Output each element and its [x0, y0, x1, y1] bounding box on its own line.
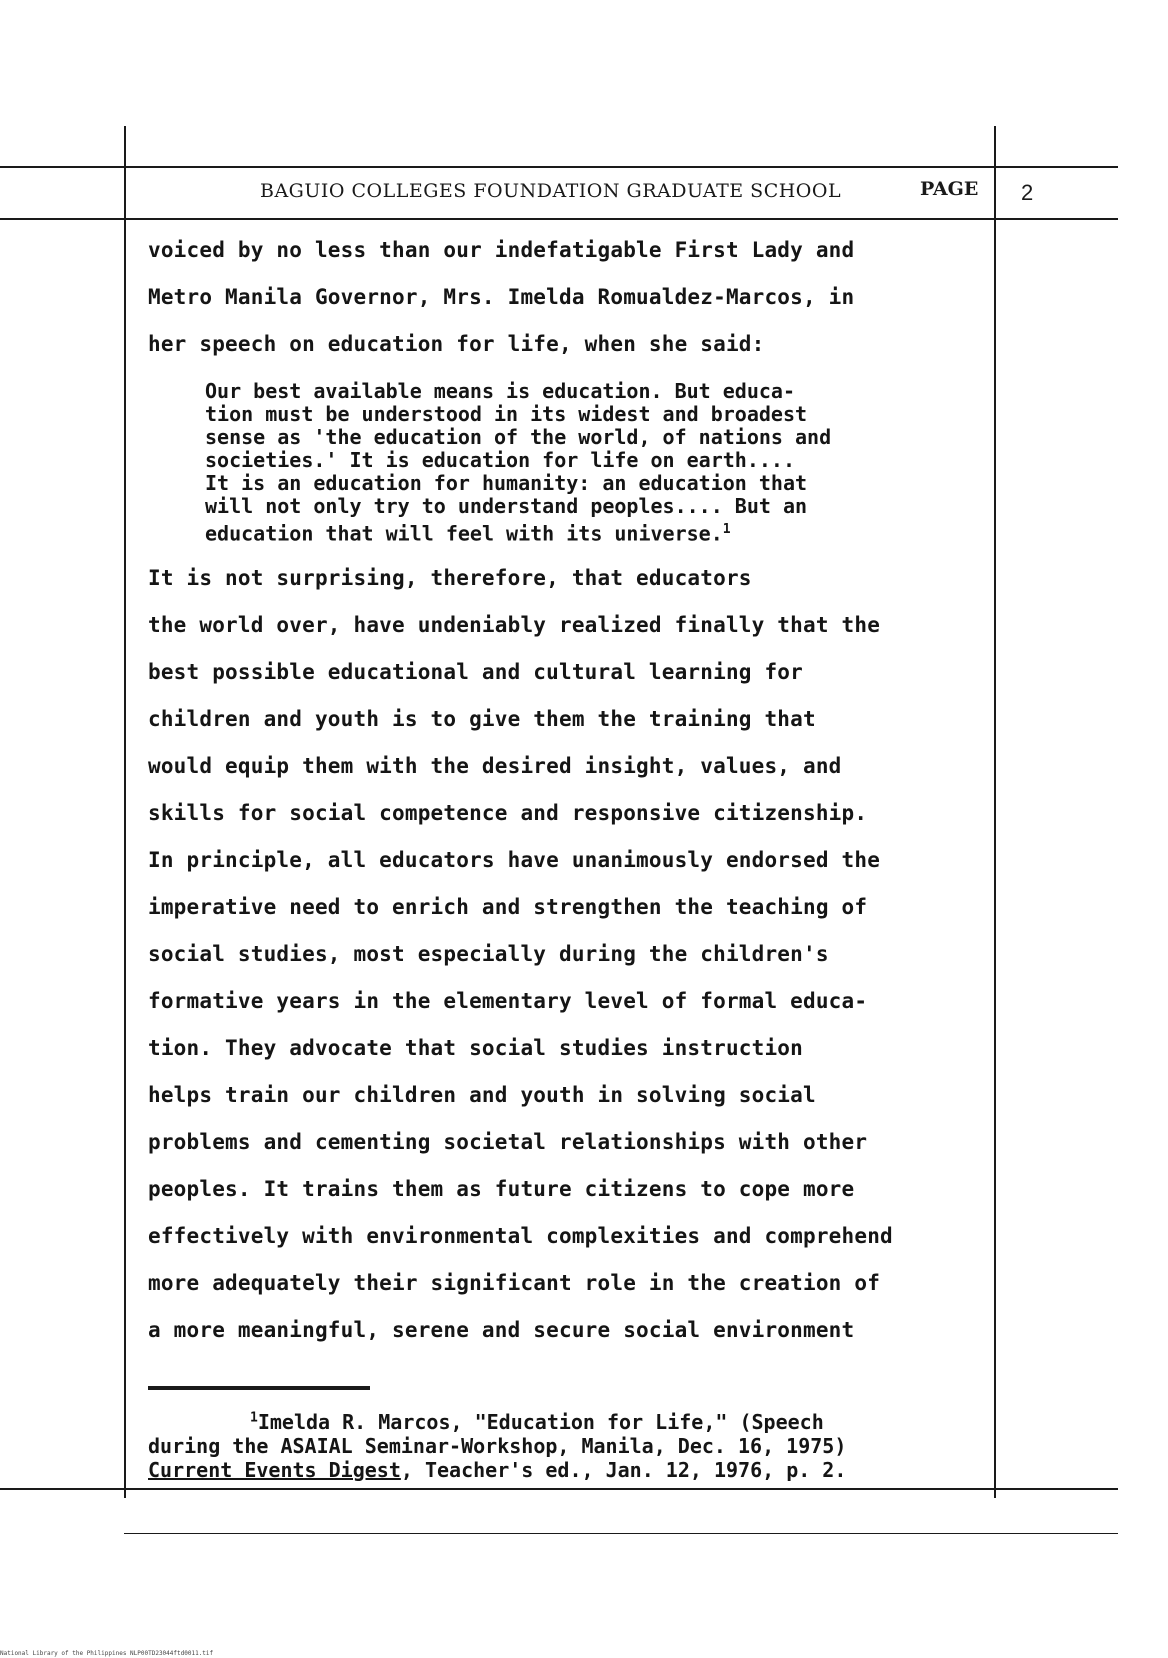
body-line: skills for social competence and responsive citizenship. [148, 801, 868, 825]
body-line: her speech on education for life, when she said: [148, 332, 765, 356]
body-line: peoples. It trains them as future citizens to cope more [148, 1177, 855, 1201]
body-line: In principle, all educators have unanimously endorsed the [148, 848, 881, 872]
body-line: children and youth is to give them the training that [148, 707, 816, 731]
quote-line-text: education that will feel with its universe. [205, 521, 723, 546]
scan-caption: National Library of the Philippines NLP00TD23044ftd0011.tif [0, 1650, 214, 1657]
footnote-mark: 1 [250, 1410, 258, 1426]
body-line: the world over, have undeniably realized finally that the [148, 613, 881, 637]
footnote-source-details: , Teacher's ed., Jan. 12, 1976, p. 2. [400, 1458, 847, 1482]
footnote-line [250, 1410, 824, 1434]
header-bottom-rule [0, 218, 1118, 220]
header-top-rule [0, 166, 1118, 168]
quote-line: will not only try to understand peoples.... But an [205, 494, 808, 518]
quote-line: tion must be understood in its widest and broadest [205, 402, 808, 426]
body-line: problems and cementing societal relationships with other [148, 1130, 868, 1154]
body-line: a more meaningful, serene and secure social environment [148, 1318, 855, 1342]
footer-bottom-rule [124, 1533, 1118, 1534]
body-line: social studies, most especially during the children's [148, 942, 829, 966]
body-line: imperative need to enrich and strengthen the teaching of [148, 895, 868, 919]
page-label: PAGE [920, 178, 979, 200]
body-line: more adequately their significant role in the creation of [148, 1271, 881, 1295]
frame-left-vertical-rule [124, 126, 126, 1498]
body-line: helps train our children and youth in solving social [148, 1083, 816, 1107]
quote-line [205, 518, 731, 546]
body-line: Metro Manila Governor, Mrs. Imelda Romualdez-Marcos, in [148, 285, 855, 309]
footnote-line [148, 1458, 846, 1482]
school-header-title: BAGUIO COLLEGES FOUNDATION GRADUATE SCHOOL [260, 180, 842, 202]
quote-line: societies.' It is education for life on earth.... [205, 448, 796, 472]
footnote-line: during the ASAIAL Seminar-Workshop, Manila, Dec. 16, 1975) [148, 1434, 847, 1458]
body-line: voiced by no less than our indefatigable First Lady and [148, 238, 855, 262]
body-line: It is not surprising, therefore, that educators [148, 566, 752, 590]
quote-line: sense as 'the education of the world, of nations and [205, 425, 832, 449]
footer-top-rule [0, 1488, 1118, 1490]
quote-line: It is an education for humanity: an education that [205, 471, 808, 495]
body-line: tion. They advocate that social studies instruction [148, 1036, 803, 1060]
body-line: effectively with environmental complexities and comprehend [148, 1224, 893, 1248]
frame-right-vertical-rule [994, 126, 996, 1498]
footnote-separator-rule [148, 1386, 370, 1390]
footnote-source-title: Current Events Digest [148, 1458, 401, 1482]
footnote-reference-mark: 1 [722, 522, 731, 537]
body-line: best possible educational and cultural learning for [148, 660, 803, 684]
quote-line: Our best available means is education. But educa- [205, 379, 796, 403]
body-line: formative years in the elementary level of formal educa- [148, 989, 868, 1013]
body-line: would equip them with the desired insight, values, and [148, 754, 842, 778]
page-number: 2 [1021, 180, 1034, 205]
footnote-text: Imelda R. Marcos, "Education for Life," (Speech [257, 1410, 824, 1434]
